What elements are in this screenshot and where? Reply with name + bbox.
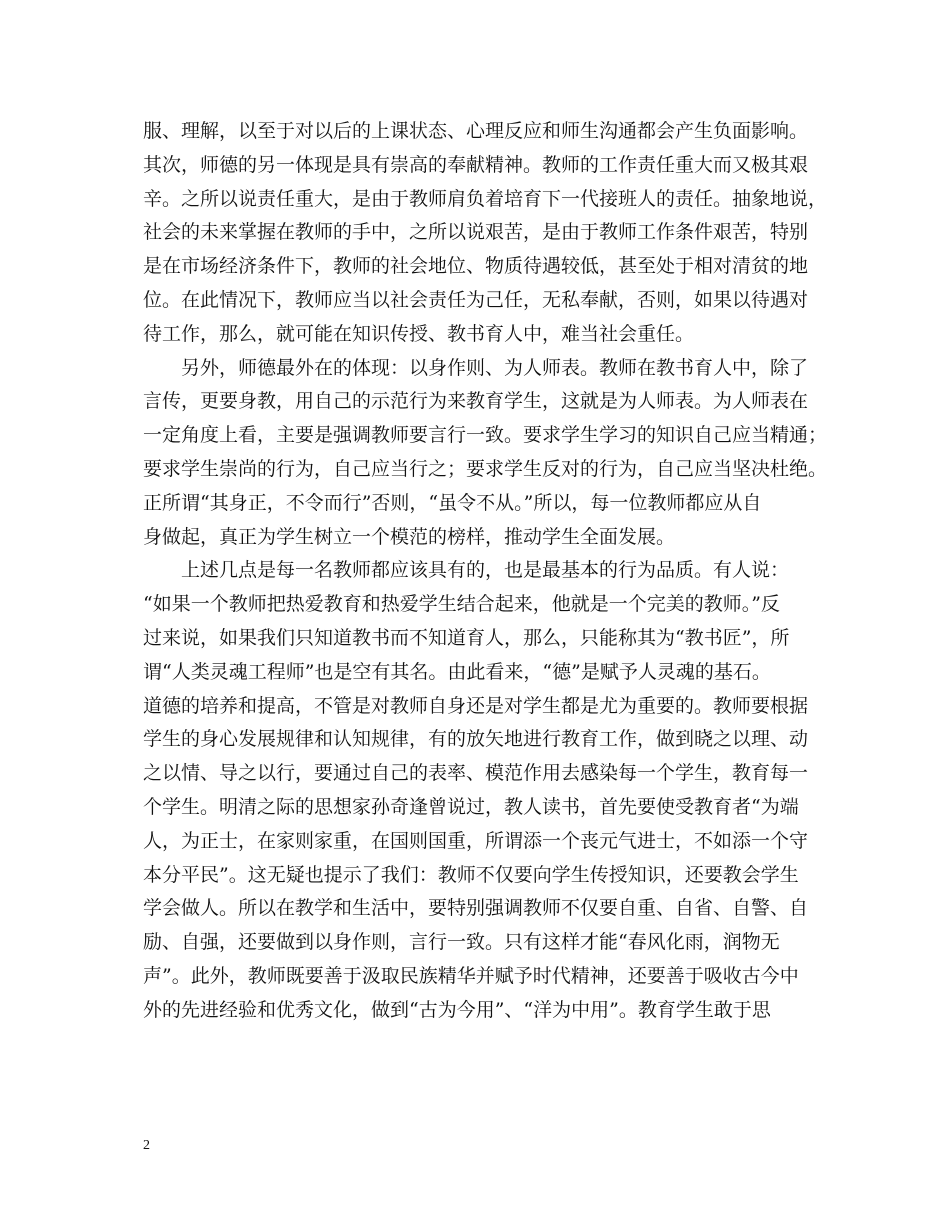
- text-line: 学生的身心发展规律和认知规律，有的放矢地进行教育工作，做到晓之以理、动: [143, 728, 809, 751]
- text-line: 服、理解，以至于对以后的上课状态、心理反应和师生沟通都会产生负面影响。: [143, 120, 809, 142]
- text-line: 人，为正士，在家则家重，在国则国重，所谓添一个丧元气进士，不如添一个守: [143, 829, 809, 852]
- text-line: 谓“人类灵魂工程师”也是空有其名。由此看来，“德”是赋予人灵魂的基石。: [143, 660, 771, 683]
- paragraph-start-line: 上述几点是每一名教师都应该具有的，也是最基本的行为品质。有人说：: [181, 559, 790, 582]
- body-text: [143, 115, 828, 1028]
- text-line: 一定角度上看，主要是强调教师要言行一致。要求学生学习的知识自己应当精通；: [143, 424, 828, 447]
- text-line: 学会做人。所以在教学和生活中，要特别强调教师不仅要自重、自省、自警、自: [143, 897, 809, 920]
- text-line: 要求学生崇尚的行为，自己应当行之；要求学生反对的行为，自己应当坚决杜绝。: [143, 457, 828, 480]
- text-line: 之以情、导之以行，要通过自己的表率、模范作用去感染每一个学生，教育每一: [143, 762, 809, 785]
- text-line: 正所谓“其身正，不令而行”否则，“虽令不从。”所以，每一位教师都应从自: [143, 491, 762, 514]
- text-line: 位。在此情况下，教师应当以社会责任为己任，无私奉献，否则，如果以待遇对: [143, 288, 809, 311]
- text-line: 其次，师德的另一体现是具有崇高的奉献精神。教师的工作责任重大而又极其艰: [143, 153, 809, 176]
- page-number: 2: [143, 1138, 150, 1153]
- text-line: 言传，更要身教，用自己的示范行为来教育学生，这就是为人师表。为人师表在: [143, 390, 809, 413]
- text-line: 身做起，真正为学生树立一个模范的榜样，推动学生全面发展。: [143, 525, 676, 548]
- text-line: “如果一个教师把热爱教育和热爱学生结合起来，他就是一个完美的教师。”反: [143, 593, 780, 616]
- text-line: 社会的未来掌握在教师的手中，之所以说艰苦，是由于教师工作条件艰苦，特别: [143, 221, 809, 244]
- text-line: 道德的培养和提高，不管是对教师自身还是对学生都是尤为重要的。教师要根据: [143, 694, 809, 717]
- text-line: 声”。此外，教师既要善于汲取民族精华并赋予时代精神，还要善于吸收古今中: [143, 964, 799, 987]
- text-line: 外的先进经验和优秀文化，做到“古为今用”、“洋为中用”。教育学生敢于思: [143, 998, 771, 1021]
- text-line: 待工作，那么，就可能在知识传授、教书育人中，难当社会重任。: [143, 322, 695, 345]
- text-line: 辛。之所以说责任重大，是由于教师肩负着培育下一代接班人的责任。抽象地说，: [143, 187, 828, 210]
- text-line: 本分平民”。这无疑也提示了我们：教师不仅要向学生传授知识，还要教会学生: [143, 863, 799, 886]
- paragraph-start-line: 另外，师德最外在的体现：以身作则、为人师表。教师在教书育人中，除了: [181, 356, 809, 379]
- text-line: 励、自强，还要做到以身作则，言行一致。只有这样才能“春风化雨，润物无: [143, 931, 780, 954]
- text-line: 过来说，如果我们只知道教书而不知道育人，那么，只能称其为“教书匠”，所: [143, 626, 790, 649]
- text-line: 是在市场经济条件下，教师的社会地位、物质待遇较低，甚至处于相对清贫的地: [143, 255, 809, 278]
- text-line: 个学生。明清之际的思想家孙奇逢曾说过，教人读书，首先要使受教育者“为端: [143, 795, 799, 818]
